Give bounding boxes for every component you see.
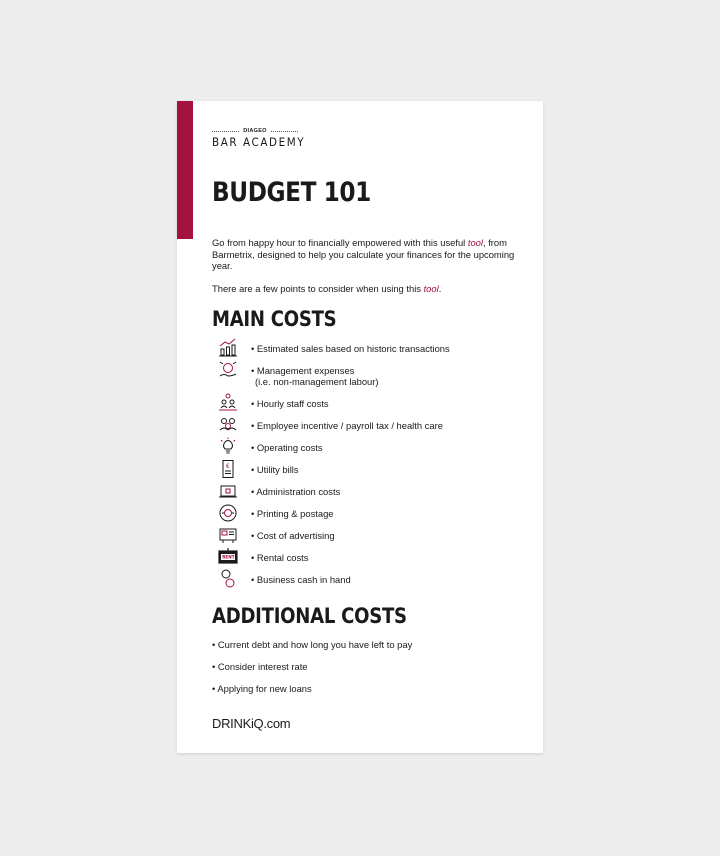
- list-item: [217, 365, 379, 387]
- coins-icon: [217, 569, 239, 589]
- list-item: [217, 508, 334, 523]
- cost-label: • Cost of advertising: [251, 530, 335, 541]
- intro-text: [212, 237, 522, 305]
- cost-label: • Printing & postage: [251, 508, 334, 519]
- money-hand-icon: [217, 360, 239, 380]
- brand-main-text: BAR ACADEMY: [212, 135, 306, 149]
- lightbulb-icon: [217, 437, 239, 457]
- bar-academy-logo: [212, 128, 306, 149]
- intro-paragraph-1: Go from happy hour to financially empowered with this useful tool, from Barmetrix, designed to help you calculate your finances for the upcoming year.: [212, 237, 515, 271]
- list-item: [217, 552, 308, 567]
- billboard-icon: [217, 525, 239, 545]
- list-item: • Applying for new loans: [212, 683, 312, 694]
- bar-chart-icon: [217, 338, 239, 358]
- list-item: [217, 530, 335, 545]
- drinkiq-logo[interactable]: DRINKiQ.com: [212, 716, 291, 731]
- svg-text:€: €: [226, 463, 230, 470]
- intro-paragraph-2: There are a few points to consider when using this tool.: [212, 282, 442, 294]
- list-item: • Consider interest rate: [212, 661, 308, 672]
- brand-top-text: DIAGEO: [243, 128, 267, 134]
- list-item: [217, 398, 329, 413]
- list-item: [217, 464, 299, 479]
- cost-label: • Administration costs: [251, 486, 341, 497]
- bill-icon: [217, 459, 239, 479]
- cost-label: • Rental costs: [251, 552, 309, 563]
- svg-text:RENT: RENT: [222, 554, 235, 560]
- laptop-icon: [217, 481, 239, 501]
- staff-icon: [217, 393, 239, 413]
- page-title: BUDGET 101: [212, 177, 371, 208]
- list-item: [217, 420, 443, 435]
- rent-sign-icon: [217, 547, 239, 567]
- list-item: [217, 442, 323, 457]
- cost-label: • Business cash in hand: [251, 574, 351, 585]
- tool-link[interactable]: tool: [467, 237, 483, 248]
- accent-bar: [177, 101, 193, 239]
- list-item: • Current debt and how long you have left to pay: [212, 639, 413, 650]
- cost-label: • Hourly staff costs: [251, 398, 329, 409]
- cost-label: • Employee incentive / payroll tax / health care: [251, 420, 443, 431]
- cost-label: • Management expenses (i.e. non-management labour): [251, 365, 379, 387]
- stamp-icon: [217, 503, 239, 523]
- list-item: [217, 574, 351, 589]
- employees-icon: [217, 415, 239, 435]
- cost-label: • Operating costs: [251, 442, 323, 453]
- list-item: [217, 343, 450, 358]
- cost-label: • Utility bills: [251, 464, 299, 475]
- additional-costs-heading: ADDITIONAL COSTS: [212, 604, 407, 628]
- list-item: [217, 486, 340, 501]
- info-card: [177, 101, 543, 753]
- tool-link[interactable]: tool: [423, 282, 439, 294]
- main-costs-heading: MAIN COSTS: [212, 307, 337, 331]
- cost-label: • Estimated sales based on historic transactions: [251, 343, 450, 354]
